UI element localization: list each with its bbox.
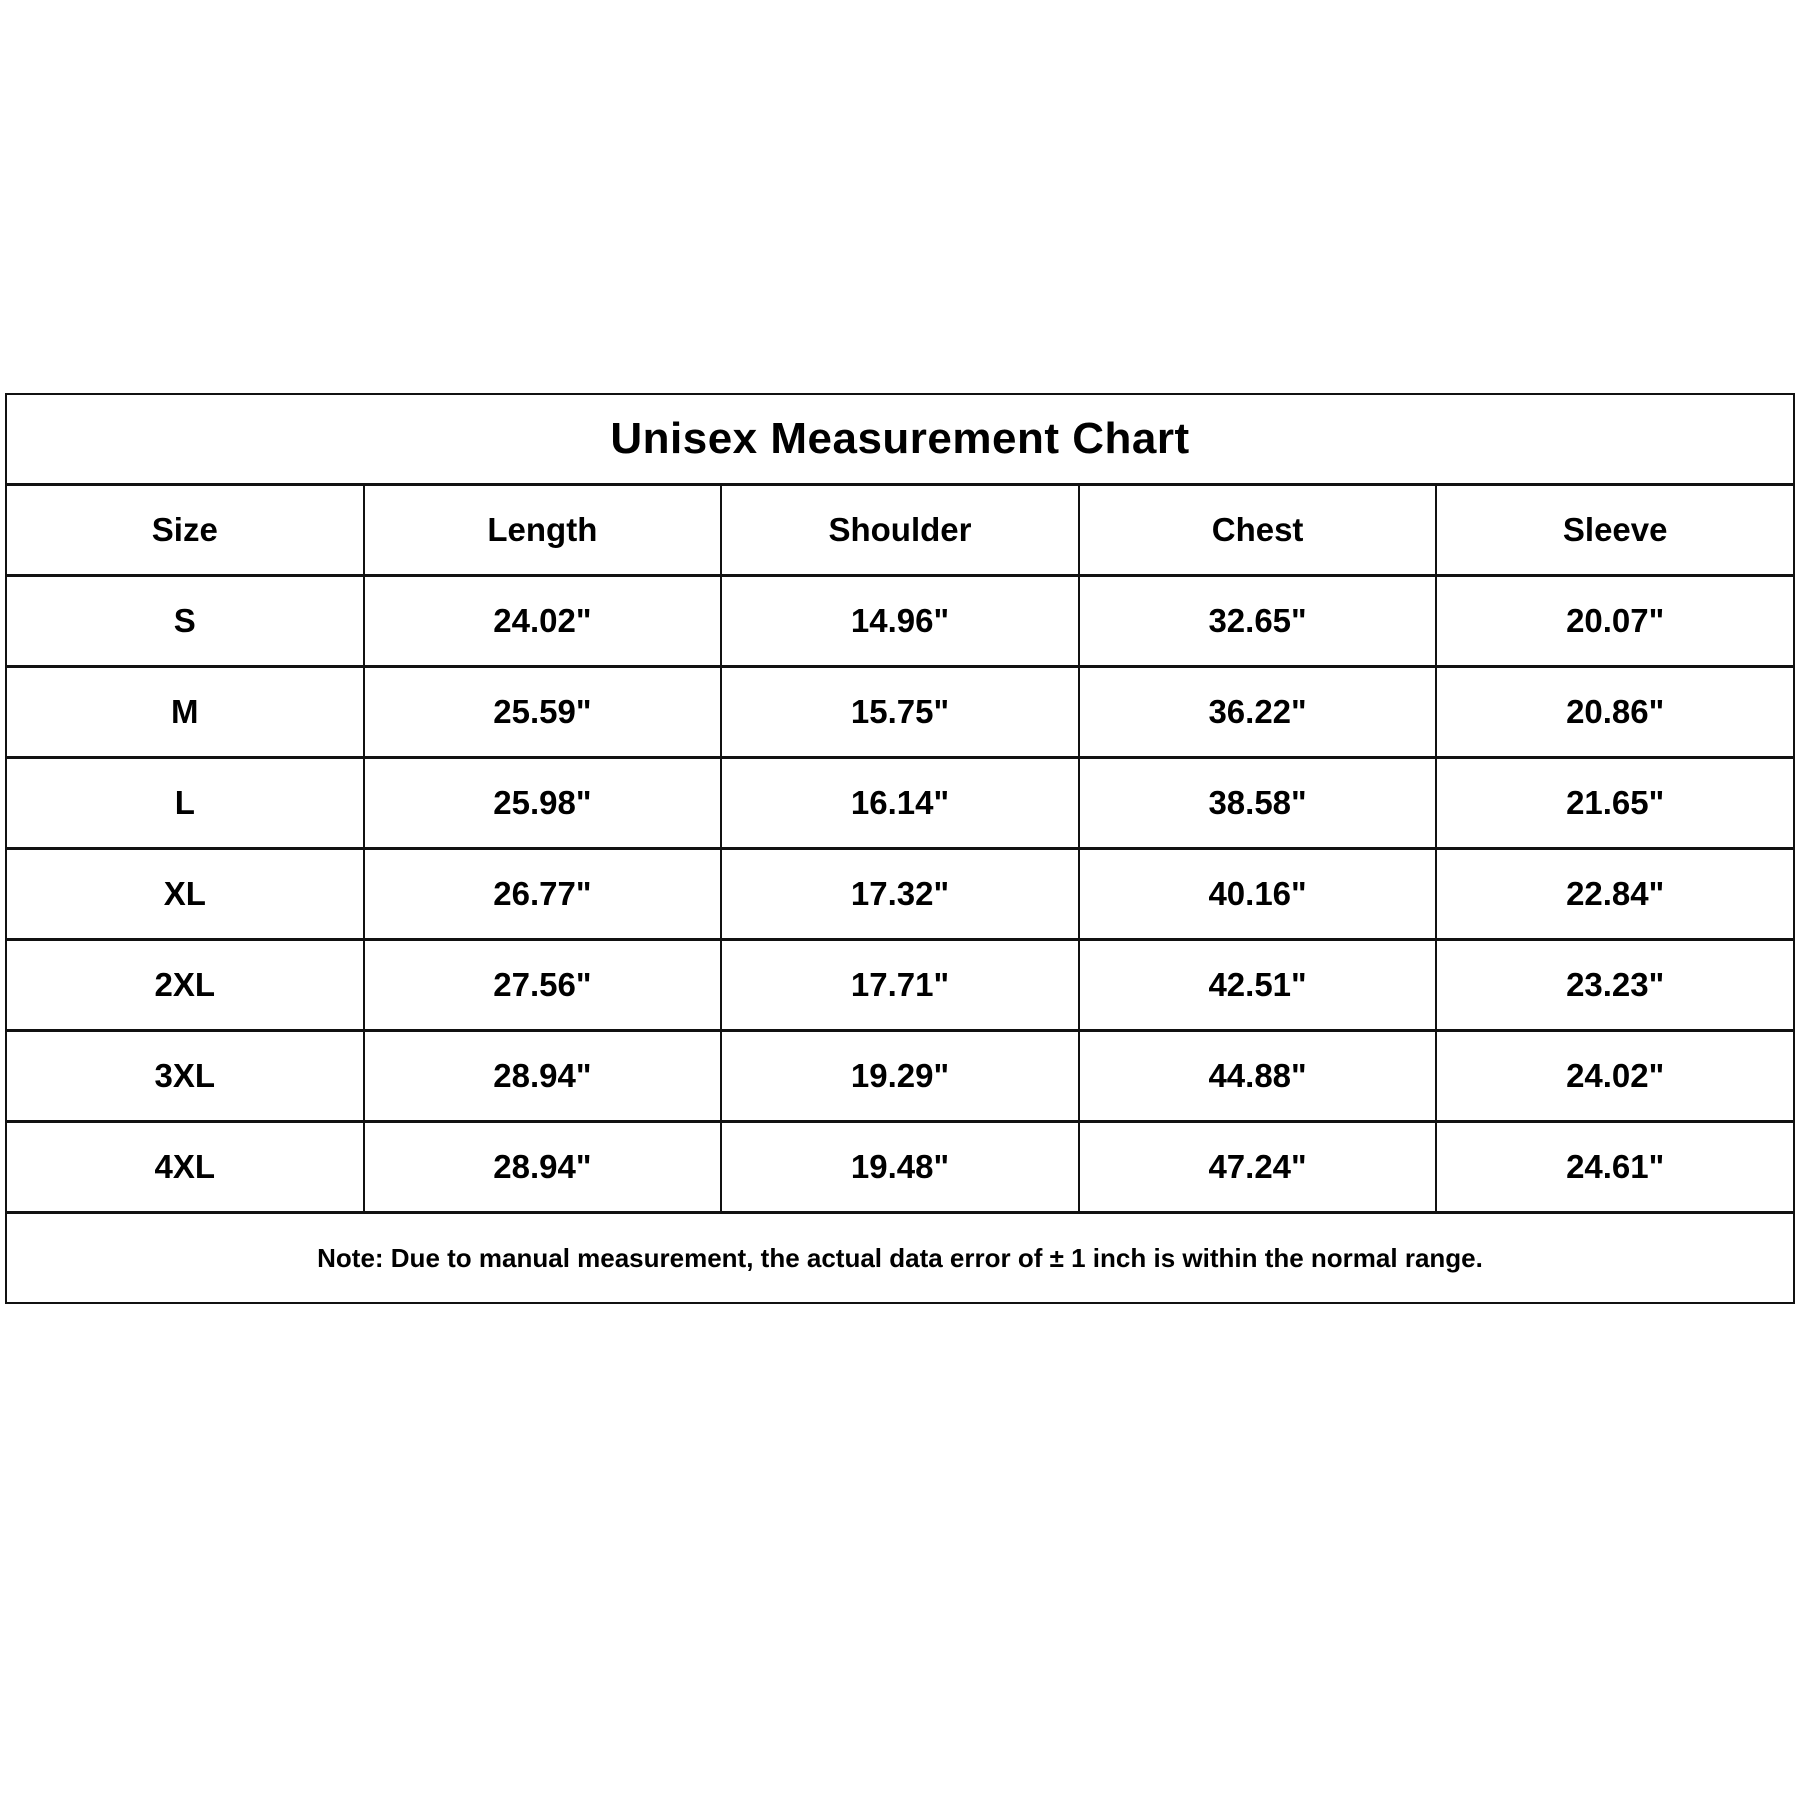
- cell-size: XL: [6, 849, 364, 940]
- cell-chest: 32.65": [1079, 576, 1437, 667]
- cell-shoulder: 16.14": [721, 758, 1079, 849]
- cell-size: 3XL: [6, 1031, 364, 1122]
- cell-shoulder: 15.75": [721, 667, 1079, 758]
- cell-sleeve: 20.07": [1436, 576, 1794, 667]
- cell-size: M: [6, 667, 364, 758]
- cell-length: 25.59": [364, 667, 722, 758]
- cell-sleeve: 23.23": [1436, 940, 1794, 1031]
- cell-sleeve: 21.65": [1436, 758, 1794, 849]
- cell-chest: 38.58": [1079, 758, 1437, 849]
- title-row: [6, 394, 1794, 485]
- cell-chest: 47.24": [1079, 1122, 1437, 1213]
- cell-length: 26.77": [364, 849, 722, 940]
- cell-chest: 40.16": [1079, 849, 1437, 940]
- cell-sleeve: 24.61": [1436, 1122, 1794, 1213]
- measurement-chart-table: [5, 393, 1795, 1304]
- cell-size: 2XL: [6, 940, 364, 1031]
- table-row: [6, 1031, 1794, 1122]
- column-header-length: Length: [364, 485, 722, 576]
- cell-shoulder: 19.29": [721, 1031, 1079, 1122]
- cell-chest: 42.51": [1079, 940, 1437, 1031]
- cell-length: 28.94": [364, 1031, 722, 1122]
- cell-shoulder: 19.48": [721, 1122, 1079, 1213]
- cell-size: L: [6, 758, 364, 849]
- cell-sleeve: 22.84": [1436, 849, 1794, 940]
- table-row: [6, 576, 1794, 667]
- column-header-shoulder: Shoulder: [721, 485, 1079, 576]
- column-header-sleeve: Sleeve: [1436, 485, 1794, 576]
- cell-shoulder: 17.32": [721, 849, 1079, 940]
- cell-sleeve: 20.86": [1436, 667, 1794, 758]
- cell-size: 4XL: [6, 1122, 364, 1213]
- column-header-chest: Chest: [1079, 485, 1437, 576]
- table-row: [6, 758, 1794, 849]
- table-row: [6, 1122, 1794, 1213]
- cell-size: S: [6, 576, 364, 667]
- measurement-note: Note: Due to manual measurement, the actual data error of ± 1 inch is within the normal range.: [6, 1213, 1794, 1304]
- cell-sleeve: 24.02": [1436, 1031, 1794, 1122]
- column-header-size: Size: [6, 485, 364, 576]
- table-row: [6, 849, 1794, 940]
- cell-length: 27.56": [364, 940, 722, 1031]
- table-row: [6, 940, 1794, 1031]
- cell-length: 28.94": [364, 1122, 722, 1213]
- chart-title: Unisex Measurement Chart: [6, 394, 1794, 485]
- table-row: [6, 667, 1794, 758]
- note-row: [6, 1213, 1794, 1304]
- cell-chest: 44.88": [1079, 1031, 1437, 1122]
- cell-shoulder: 14.96": [721, 576, 1079, 667]
- cell-length: 25.98": [364, 758, 722, 849]
- header-row: [6, 485, 1794, 576]
- cell-length: 24.02": [364, 576, 722, 667]
- cell-chest: 36.22": [1079, 667, 1437, 758]
- cell-shoulder: 17.71": [721, 940, 1079, 1031]
